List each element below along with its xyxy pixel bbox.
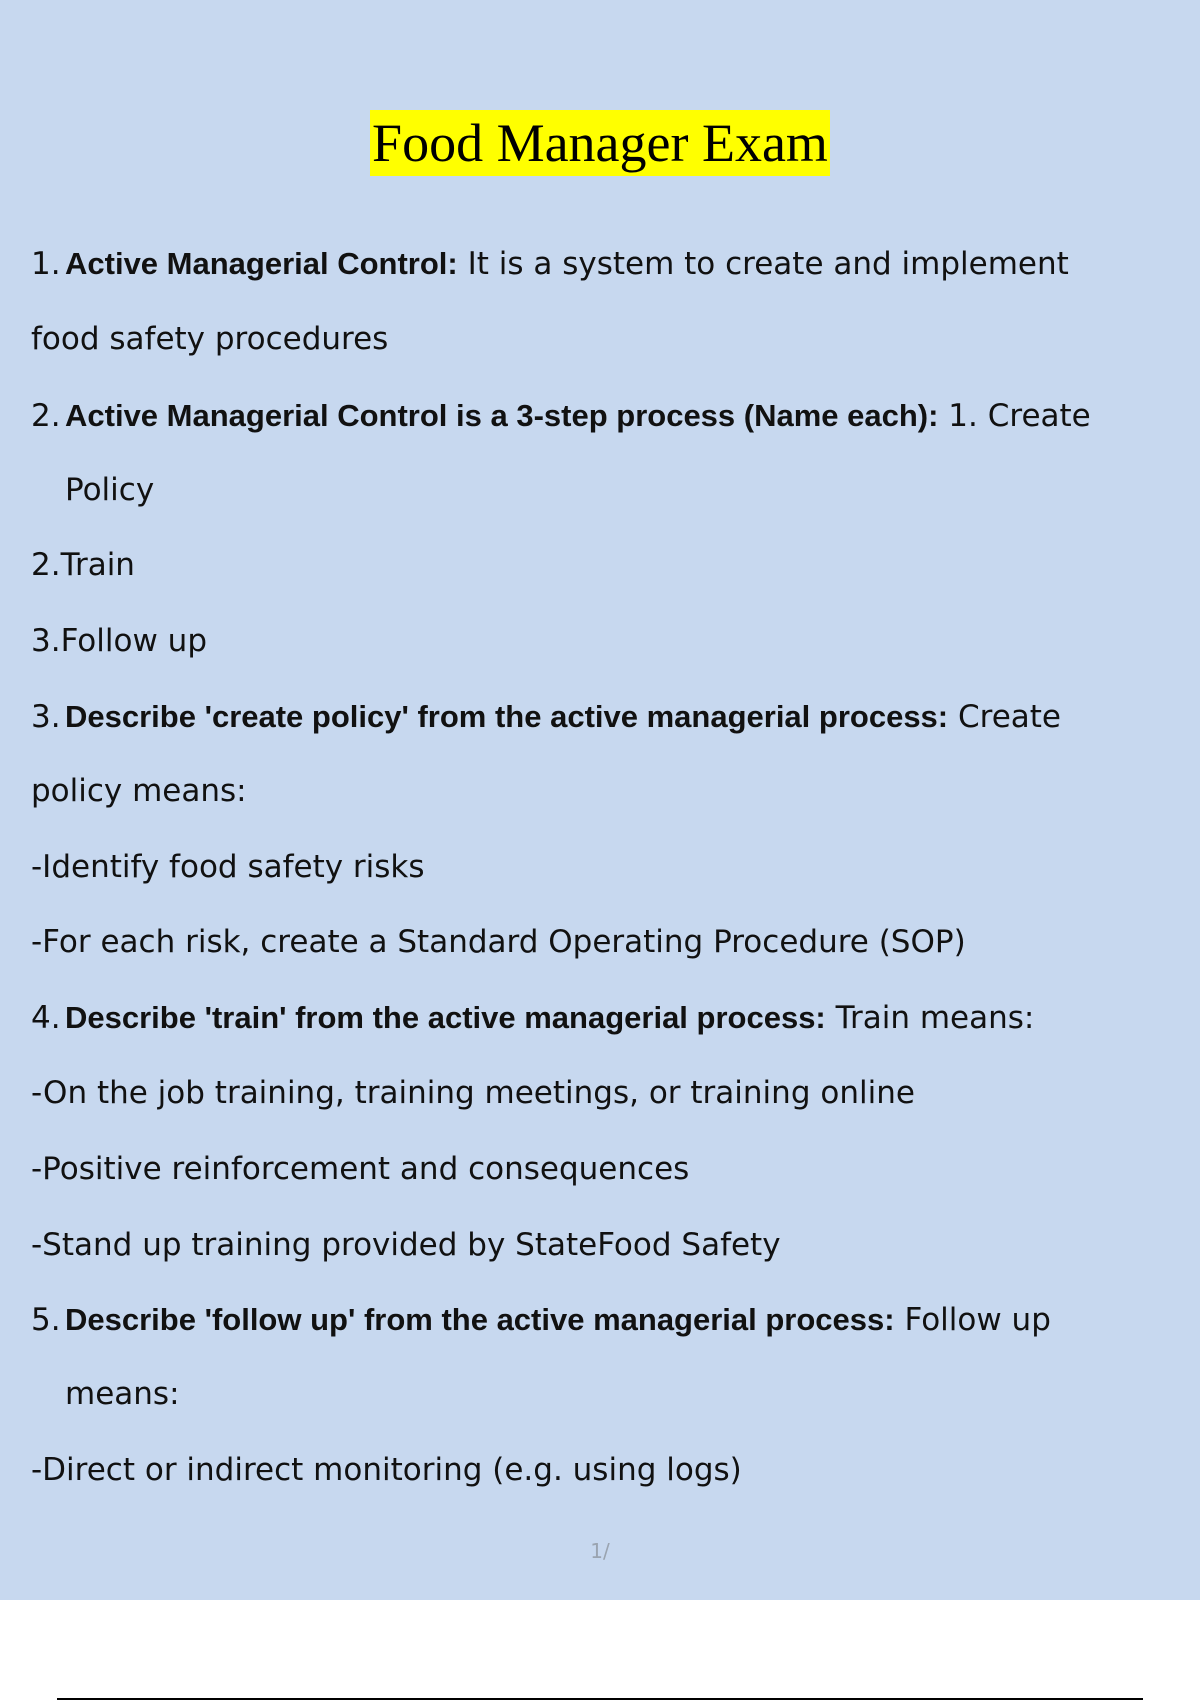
answer-line: -Direct or indirect monitoring (e.g. using logs) [31, 1452, 742, 1488]
answer-text: It is a system to create and implement [457, 246, 1069, 282]
answer-line: -Positive reinforcement and consequences [31, 1151, 690, 1187]
answer-line: means: [65, 1376, 180, 1412]
question-line [31, 244, 1069, 284]
question-text: Describe 'follow up' from the active managerial process: [65, 1302, 895, 1337]
answer-line: 3.Follow up [31, 623, 207, 659]
question-text: Describe 'create policy' from the active managerial process: [65, 699, 949, 734]
answer-text: Create [948, 699, 1061, 735]
question-text: Active Managerial Control is a 3-step process (Name each): [65, 398, 939, 433]
question-text: Active Managerial Control: [65, 246, 458, 281]
answer-line: -On the job training, training meetings, or training online [31, 1075, 915, 1111]
page-number: 1/ [590, 1539, 610, 1563]
question-number: 4. [31, 1000, 61, 1036]
question-line [31, 396, 1091, 436]
answer-line: -Identify food safety risks [31, 849, 425, 885]
question-line [31, 998, 1034, 1038]
page-title: Food Manager Exam [370, 110, 830, 176]
question-text: Describe 'train' from the active managerial process: [65, 1000, 826, 1035]
question-number: 2. [31, 398, 61, 434]
answer-line: Policy [65, 472, 155, 508]
answer-line: -For each risk, create a Standard Operating Procedure (SOP) [31, 924, 966, 960]
question-line [31, 1300, 1051, 1340]
answer-line: policy means: [31, 773, 247, 809]
question-number: 1. [31, 246, 61, 282]
question-line [31, 697, 1061, 737]
question-number: 5. [31, 1302, 61, 1338]
answer-line: food safety procedures [31, 321, 389, 357]
answer-text: 1. Create [938, 398, 1091, 434]
answer-line: -Stand up training provided by StateFood Safety [31, 1227, 781, 1263]
title-container [0, 110, 1200, 176]
answer-line: 2.Train [31, 547, 135, 583]
question-number: 3. [31, 699, 61, 735]
answer-text: Train means: [825, 1000, 1035, 1036]
answer-text: Follow up [894, 1302, 1051, 1338]
